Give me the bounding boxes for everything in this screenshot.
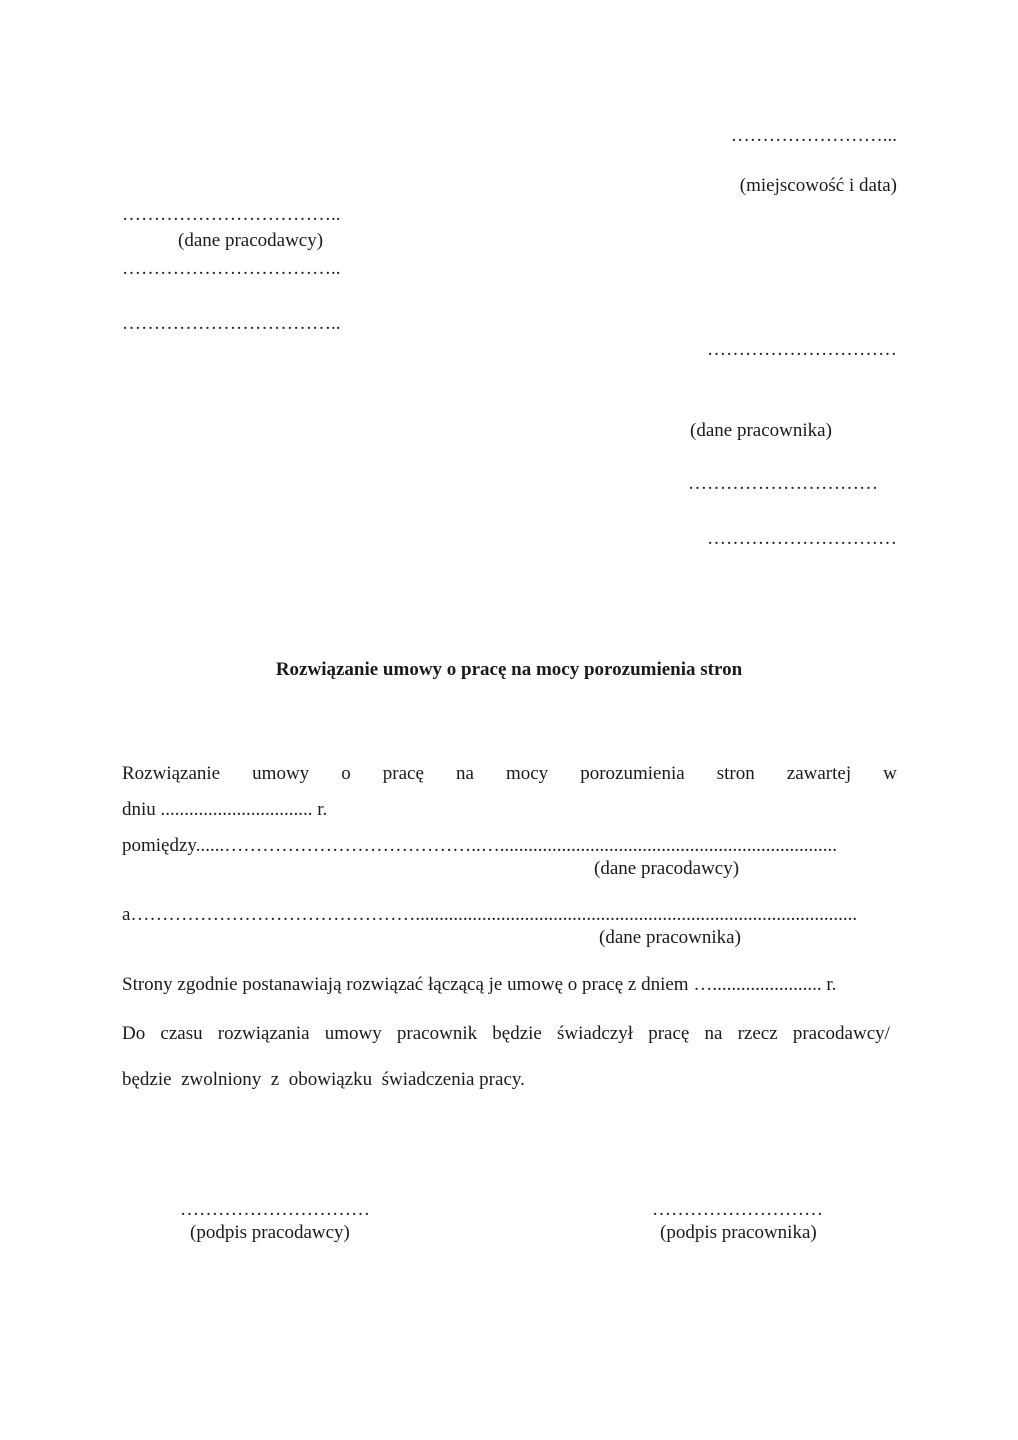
word: pracę bbox=[648, 1023, 690, 1044]
employer-signature-dots: ………………………… bbox=[180, 1199, 370, 1220]
word: świadczył bbox=[557, 1023, 634, 1044]
word: umowy bbox=[252, 763, 310, 784]
word: w bbox=[883, 763, 897, 784]
employee-label: (dane pracownika) bbox=[690, 420, 832, 441]
body-line-5: Strony zgodnie postanawiają rozwiązać łączącą je umowę o pracę z dniem …....................... r. bbox=[122, 974, 837, 995]
word: rzecz bbox=[737, 1023, 778, 1044]
body-line-7: będzie zwolniony z obowiązku świadczenia pracy. bbox=[122, 1069, 525, 1090]
word: na bbox=[455, 763, 474, 784]
body-line-3: pomiędzy......…………………………………..…....................................................................... bbox=[122, 836, 837, 855]
place-date-dots: ……………………... bbox=[730, 125, 897, 146]
word: pracodawcy/ bbox=[792, 1023, 890, 1044]
word: o bbox=[341, 763, 351, 784]
employer-signature-label: (podpis pracodawcy) bbox=[190, 1222, 350, 1243]
word: czasu bbox=[160, 1023, 203, 1044]
word: stron bbox=[716, 763, 755, 784]
employee-signature-label: (podpis pracownika) bbox=[660, 1222, 817, 1243]
employee-dots-1: ………………………… bbox=[707, 339, 897, 360]
employer-label: (dane pracodawcy) bbox=[178, 230, 324, 251]
employer-dots-3: …………………………….. bbox=[122, 313, 341, 334]
employee-caption: (dane pracownika) bbox=[599, 927, 741, 948]
word: umowy bbox=[324, 1023, 382, 1044]
place-date-label: (miejscowość i data) bbox=[739, 175, 897, 196]
body-line-2: dniu ................................ r. bbox=[122, 799, 328, 820]
word: będzie bbox=[492, 1023, 542, 1044]
word: zawartej bbox=[786, 763, 852, 784]
document-title: Rozwiązanie umowy o pracę na mocy porozumienia stron bbox=[275, 659, 743, 680]
body-line-1 bbox=[122, 764, 897, 783]
body-line-4: a………………………………………............................................................................................. bbox=[122, 905, 858, 924]
employee-signature-dots: ……………………… bbox=[652, 1199, 823, 1220]
word: pracę bbox=[382, 763, 424, 784]
word: porozumienia bbox=[580, 763, 685, 784]
employee-dots-2: ………………………… bbox=[688, 473, 878, 494]
word: mocy bbox=[505, 763, 549, 784]
word: na bbox=[704, 1023, 723, 1044]
word: Do bbox=[122, 1023, 146, 1044]
word: rozwiązania bbox=[217, 1023, 310, 1044]
word: Rozwiązanie bbox=[122, 763, 221, 784]
employee-dots-3: ………………………… bbox=[707, 528, 897, 549]
employer-dots-1: …………………………….. bbox=[122, 204, 341, 225]
employer-dots-2: …………………………….. bbox=[122, 258, 341, 279]
employer-caption: (dane pracodawcy) bbox=[594, 858, 740, 879]
body-line-6 bbox=[122, 1024, 890, 1043]
word: pracownik bbox=[396, 1023, 478, 1044]
